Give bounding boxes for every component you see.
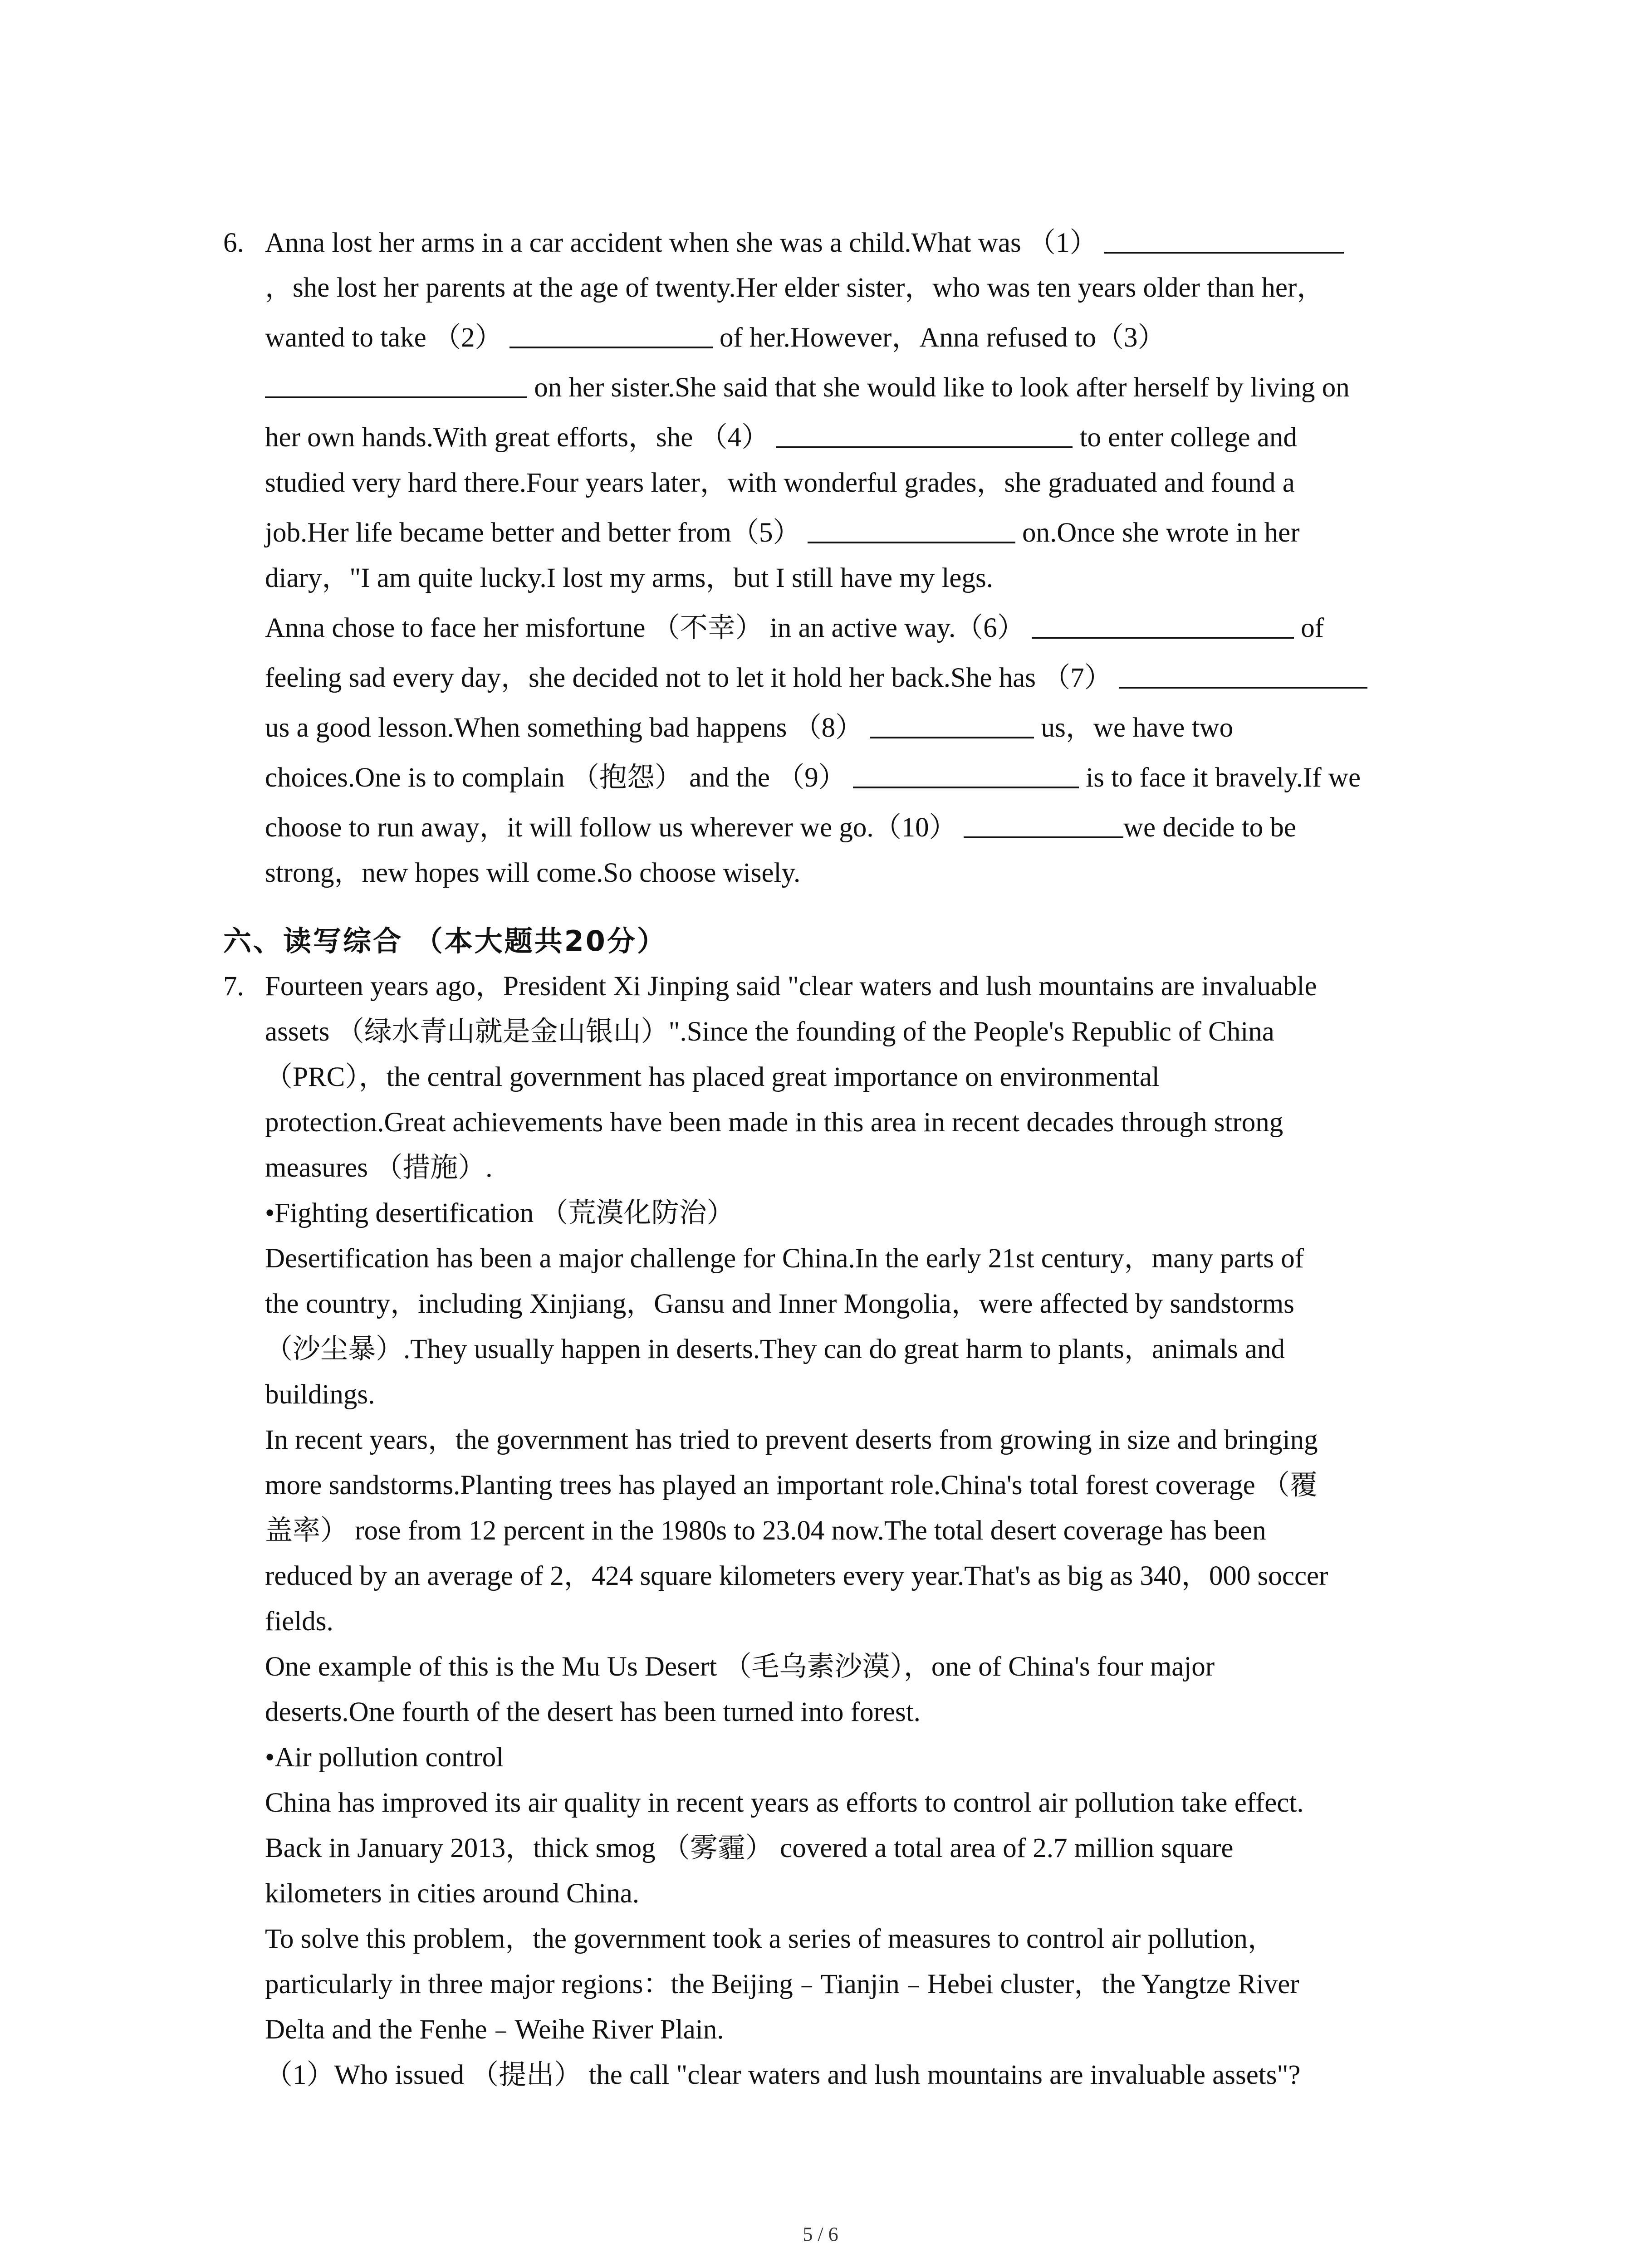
text-line: One example of this is the Mu Us Desert （毛乌素沙漠），one of China's four major (265, 1652, 1215, 1682)
text-line: studied very hard there.Four years later，with wonderful grades，she graduated and found a (265, 468, 1295, 498)
text-line: measures （措施）. (265, 1153, 493, 1183)
text-line: Anna chose to face her misfortune （不幸） in an active way.（6） of (265, 610, 1324, 646)
text-line: Anna lost her arms in a car accident when she was a child.What was （1） (265, 225, 1344, 261)
answer-blank-5[interactable] (808, 515, 1015, 543)
text-line: （PRC），the central government has placed great importance on environmental (265, 1062, 1160, 1092)
text-line: her own hands.With great efforts，she （4） to enter college and (265, 420, 1297, 456)
answer-blank-6[interactable] (1032, 611, 1294, 639)
text-line: deserts.One fourth of the desert has been turned into forest. (265, 1697, 921, 1727)
text-line: Back in January 2013，thick smog （雾霾） covered a total area of 2.7 million square (265, 1833, 1234, 1863)
answer-blank-8[interactable] (870, 710, 1034, 738)
text-line: ，she lost her parents at the age of twenty.Her elder sister，who was ten years older than her， (265, 273, 1325, 303)
text-line: fields. (265, 1606, 333, 1637)
answer-blank-10[interactable] (964, 810, 1123, 838)
text-line: Desertification has been a major challenge for China.In the early 21st century，many parts of (265, 1243, 1304, 1274)
text-line: Delta and the Fenhe﹣Weihe River Plain. (265, 2014, 724, 2045)
text-line: assets （绿水青山就是金山银山）".Since the founding of the People's Republic of China (265, 1017, 1274, 1047)
text-line: （沙尘暴）.They usually happen in deserts.They can do great harm to plants，animals and (265, 1334, 1285, 1364)
text-line: buildings. (265, 1379, 375, 1410)
answer-blank-4[interactable] (776, 420, 1073, 448)
text-line: particularly in three major regions：the Beijing﹣Tianjin﹣Hebei cluster，the Yangtze River (265, 1969, 1299, 1999)
answer-blank-9[interactable] (853, 760, 1079, 788)
text-line: choose to run away，it will follow us wherever we go.（10） we decide to be (265, 810, 1296, 846)
text-line: strong，new hopes will come.So choose wisely. (265, 858, 801, 888)
text-line: In recent years，the government has tried to prevent deserts from growing in size and bringing (265, 1425, 1318, 1455)
question-number: 6. (223, 228, 244, 258)
text-line: protection.Great achievements have been made in this area in recent decades through strong (265, 1107, 1283, 1138)
text-line: us a good lesson.When something bad happens （8） us，we have two (265, 710, 1233, 746)
answer-blank-3[interactable] (265, 370, 527, 398)
text-line: reduced by an average of 2，424 square kilometers every year.That's as big as 340，000 soccer (265, 1561, 1328, 1591)
text-line: the country，including Xinjiang，Gansu and Inner Mongolia，were affected by sandstorms (265, 1289, 1294, 1319)
text-line: feeling sad every day，she decided not to let it hold her back.She has （7） (265, 660, 1367, 696)
question-number: 7. (223, 971, 244, 1002)
subheading-desertification: •Fighting desertification （荒漠化防治） (265, 1198, 735, 1228)
page-number: 5 / 6 (803, 2223, 838, 2245)
subheading-air-pollution: •Air pollution control (265, 1742, 504, 1773)
text-line: diary，"I am quite lucky.I lost my arms，but I still have my legs. (265, 563, 993, 593)
answer-blank-2[interactable] (509, 320, 713, 348)
text-line: more sandstorms.Planting trees has played an important role.China's total forest coverage （覆 (265, 1470, 1318, 1501)
text-line: To solve this problem，the government took a series of measures to control air pollution， (265, 1924, 1275, 1954)
text-line: kilometers in cities around China. (265, 1878, 640, 1909)
sub-question-1: （1）Who issued （提出） the call "clear waters and lush mountains are invaluable assets"? (265, 2060, 1301, 2090)
text-line: 盖率） rose from 12 percent in the 1980s to 23.04 now.The total desert coverage has been (265, 1515, 1266, 1546)
text-line: China has improved its air quality in recent years as efforts to control air pollution take effect. (265, 1788, 1304, 1818)
answer-blank-7[interactable] (1119, 660, 1367, 689)
text-line: choices.One is to complain （抱怨） and the （9） is to face it bravely.If we (265, 760, 1361, 796)
text-line: job.Her life became better and better from（5） on.Once she wrote in her (265, 515, 1300, 551)
text-line: wanted to take （2） of her.However，Anna refused to（3） (265, 320, 1165, 356)
section-heading: 六、读写综合 （本大题共20分） (223, 924, 667, 958)
answer-blank-1[interactable] (1104, 225, 1344, 254)
text-line: Fourteen years ago，President Xi Jinping said "clear waters and lush mountains are invaluable (265, 971, 1317, 1002)
text-line: on her sister.She said that she would like to look after herself by living on (265, 370, 1350, 406)
